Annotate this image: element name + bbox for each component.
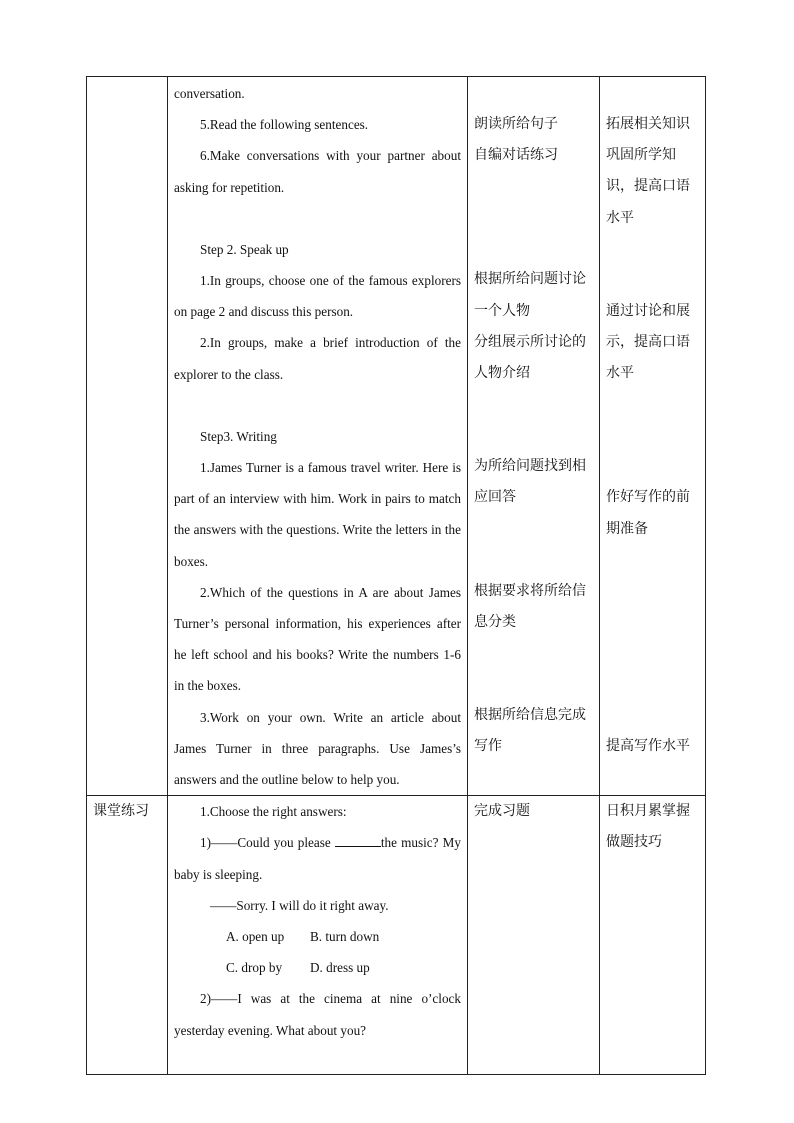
activity-line: 分组展示所讨论的人物介绍 bbox=[474, 333, 586, 382]
question-text: 2)——I was at the cinema at nine o’clock yesterday evening. What about you? bbox=[174, 991, 461, 1038]
purpose-cell bbox=[600, 77, 706, 796]
student-activity-cell bbox=[468, 796, 600, 1075]
content-line: 6.Make conversations with your partner about asking for repetition. bbox=[174, 148, 461, 195]
activity-line: 朗读所给句子 bbox=[474, 116, 558, 132]
purpose-line: 通过讨论和展示，提高口语水平 bbox=[606, 302, 690, 382]
activity-line: 根据所给问题讨论一个人物 bbox=[474, 271, 586, 319]
content-line: 1.In groups, choose one of the famous explorers on page 2 and discuss this person. bbox=[174, 273, 461, 320]
stage-cell bbox=[87, 796, 168, 1075]
table-row bbox=[87, 77, 706, 796]
lesson-plan-table bbox=[86, 76, 706, 1075]
step-title: Step3. Writing bbox=[200, 428, 277, 444]
option-d: D. dress up bbox=[310, 960, 370, 976]
option-a: A. open up bbox=[226, 929, 285, 945]
content-line: 1.James Turner is a famous travel writer. Here is part of an interview with him. Work in pairs to match the answers with the questions. Write the letters in the boxes. bbox=[174, 460, 461, 569]
activity-line: 为所给问题找到相应回答 bbox=[474, 458, 586, 506]
content-line: 2.In groups, make a brief introduction of the explorer to the class. bbox=[174, 335, 461, 382]
stage-cell bbox=[87, 77, 168, 796]
activity-line: 根据所给信息完成写作 bbox=[474, 707, 586, 755]
purpose-line: 作好写作的前期准备 bbox=[606, 489, 690, 537]
purpose-cell bbox=[600, 796, 706, 1075]
question-text: 1)——Could you please bbox=[200, 835, 335, 851]
option-c: C. drop by bbox=[226, 960, 283, 976]
exercise-title: 1.Choose the right answers: bbox=[200, 804, 347, 820]
question-text: the music? My baby is sleeping. bbox=[174, 835, 461, 882]
reply-line: ——Sorry. I will do it right away. bbox=[210, 897, 389, 913]
content-line: 3.Work on your own. Write an article about James Turner in three paragraphs. Use James’s answers and the outline below to help you. bbox=[174, 709, 461, 788]
activity-line: 根据要求将所给信息分类 bbox=[474, 582, 586, 630]
student-activity-cell bbox=[468, 77, 600, 796]
teaching-content-cell bbox=[168, 77, 468, 796]
content-line: 5.Read the following sentences. bbox=[200, 117, 369, 133]
table-row bbox=[87, 796, 706, 1075]
content-line: conversation. bbox=[174, 86, 245, 101]
content-line: 2.Which of the questions in A are about James Turner’s personal information, his experiences after he left school and his books? Write the numbers 1-6 in the boxes. bbox=[174, 584, 461, 694]
activity-line: 完成习题 bbox=[474, 803, 530, 820]
purpose-line: 提高写作水平 bbox=[606, 737, 690, 754]
teaching-content-cell bbox=[168, 796, 468, 1075]
purpose-line: 日积月累掌握做题技巧 bbox=[606, 803, 690, 851]
stage-label: 课堂练习 bbox=[93, 803, 149, 820]
step-title: Step 2. Speak up bbox=[200, 241, 289, 257]
activity-line: 自编对话练习 bbox=[474, 147, 558, 164]
option-b: B. turn down bbox=[310, 929, 380, 945]
purpose-line: 拓展相关知识巩固所学知识，提高口语水平 bbox=[606, 116, 690, 226]
answer-blank bbox=[335, 834, 381, 847]
